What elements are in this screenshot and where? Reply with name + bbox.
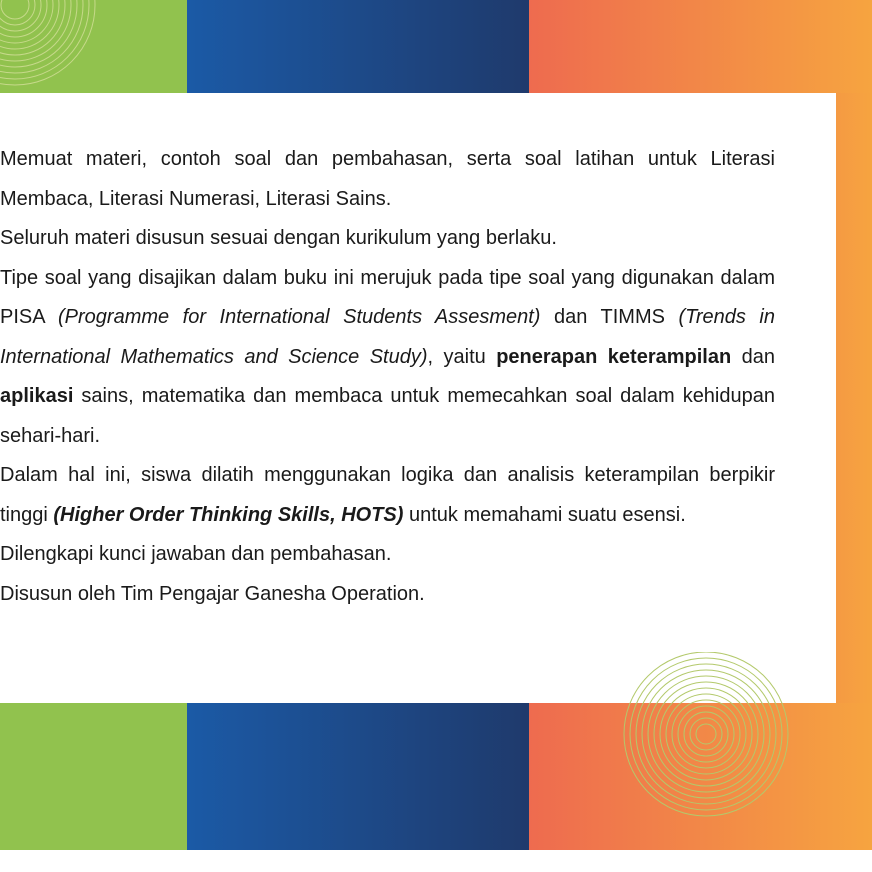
text-segment: dan	[731, 345, 775, 368]
right-orange-band	[836, 93, 872, 703]
paragraph-answer-key: Dilengkapi kunci jawaban dan pembahasan.	[0, 543, 392, 565]
paragraph-contents: Memuat materi, contoh soal dan pembahasan, serta soal latihan untuk Literasi Membaca, Literasi Numerasi, Literasi Sains.	[0, 148, 775, 210]
text-segment: , yaitu	[427, 345, 497, 368]
paragraph-curriculum: Seluruh materi disusun sesuai dengan kurikulum yang berlaku.	[0, 227, 557, 249]
bottom-orange-band	[529, 703, 872, 850]
paragraph-question-types	[0, 259, 775, 457]
paragraph-hots	[0, 456, 775, 535]
emphasis-application: aplikasi	[0, 385, 74, 407]
top-green-band	[0, 0, 187, 93]
top-blue-band	[187, 0, 529, 93]
emphasis-skill-application: penerapan keterampilan	[496, 345, 732, 368]
text-segment: untuk memahami suatu esensi.	[403, 503, 686, 526]
text-segment: sains, matematika dan membaca untuk memecahkan soal dalam kehidupan sehari-hari.	[0, 385, 775, 447]
paragraph-authors: Disusun oleh Tim Pengajar Ganesha Operation.	[0, 582, 425, 605]
text-segment: Dalam hal ini, siswa dilatih menggunakan logika dan analisis keterampilan berpikir tinggi	[0, 464, 775, 526]
hots-full-name: (Higher Order Thinking Skills, HOTS)	[53, 503, 404, 526]
back-cover-description	[0, 140, 775, 614]
text-segment: dan TIMMS	[540, 306, 679, 328]
top-orange-band	[529, 0, 872, 93]
bottom-blue-band	[187, 703, 529, 850]
bottom-green-band	[0, 703, 187, 850]
timms-full-name: (Trends in International Mathematics and Science Study)	[0, 306, 775, 368]
pisa-full-name: (Programme for International Students Assesment)	[58, 306, 541, 328]
text-segment: Tipe soal yang disajikan dalam buku ini merujuk pada tipe soal yang digunakan dalam PISA	[0, 266, 775, 328]
